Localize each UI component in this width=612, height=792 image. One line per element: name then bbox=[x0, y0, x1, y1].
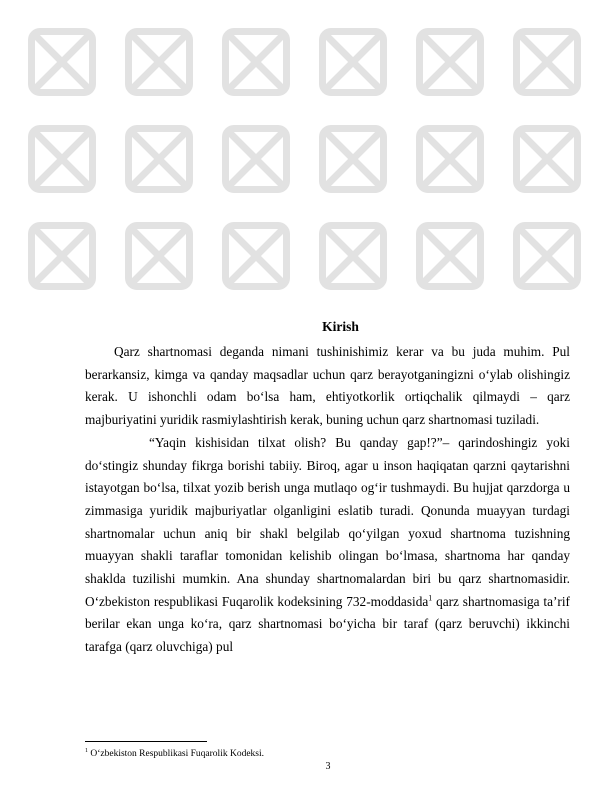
footnote-divider bbox=[85, 741, 207, 742]
paragraph-2-continuation: qarz shartnomasiga ta’rif berilar ekan unga ko‘ra, qarz shartnomasi bo‘yicha bir taraf (qarz beruvchi) ikkinchi tarafga (qarz oluvchiga) pul bbox=[85, 593, 570, 655]
paragraph-2 bbox=[85, 432, 570, 659]
document-body bbox=[85, 317, 570, 659]
watermark-logo-icon bbox=[319, 125, 387, 193]
footnote-marker: 1 bbox=[85, 748, 88, 754]
watermark-logo-icon bbox=[319, 28, 387, 96]
watermark-logo-icon bbox=[222, 222, 290, 290]
watermark-logo-icon bbox=[222, 28, 290, 96]
watermark-logo-icon bbox=[416, 125, 484, 193]
watermark-logo-icon bbox=[28, 125, 96, 193]
watermark-logo-icon bbox=[222, 125, 290, 193]
watermark-logo-icon bbox=[416, 28, 484, 96]
watermark-logo-icon bbox=[125, 28, 193, 96]
watermark-logo-icon bbox=[28, 28, 96, 96]
watermark-logo-icon bbox=[319, 222, 387, 290]
page-number: 3 bbox=[325, 761, 331, 772]
paragraph-2-text: “Yaqin kishisidan tilxat olish? Bu qanday gap!?”– qarindoshingiz yoki do‘stingiz shunday fikrga borishi tabiiy. Biroq, agar u inson haqiqatan qarzni qaytarishni istayotgan bo‘lsa, tilxat yozib berish unga mutlaqo og‘ir tushmaydi. Bu hujjat qarzdorga u zimmasiga yuridik majburiyatlar olganligini eslatib turadi. Qonunda muayyan turdagi shartnomalar uchun aniq bir shakl belgilab qo‘yilgan yoxud shartnoma tuzishning muayyan shakli taraflar tomonidan kelishib olingan bo‘lmasa, shartnoma har qanday shaklda tuzilishi mumkin. Ana shunday shartnomalardan biri bu qarz shartnomasidir. O‘zbekiston respublikasi Fuqarolik kodeksining 732-moddasida bbox=[85, 434, 570, 609]
section-title: Kirish bbox=[322, 319, 359, 334]
watermark-logo-icon bbox=[513, 28, 581, 96]
watermark-logo-icon bbox=[28, 222, 96, 290]
watermark-logo-icon bbox=[416, 222, 484, 290]
footnote bbox=[85, 745, 570, 760]
footnote-reference: 1 bbox=[428, 593, 433, 603]
watermark-logo-icon bbox=[125, 222, 193, 290]
footnote-text: O‘zbekiston Respublikasi Fuqarolik Kodeksi. bbox=[88, 749, 264, 760]
watermark-logo-icon bbox=[513, 222, 581, 290]
watermark-logo-icon bbox=[125, 125, 193, 193]
paragraph-1: Qarz shartnomasi deganda nimani tushinishimiz kerar va bu juda muhim. Pul berarkansiz, kimga va qanday maqsadlar uchun qarz berayotganingizni o‘ylab olishingiz kerak. U ishonchli odam bo‘lsa ham, ehtiyotkorlik ortiqchalik qilmaydi – qarz majburiyatini yuridik rasmiylashtirish kerak, buning uchun qarz shartnomasi tuziladi. bbox=[85, 344, 570, 428]
watermark-logo-icon bbox=[513, 125, 581, 193]
